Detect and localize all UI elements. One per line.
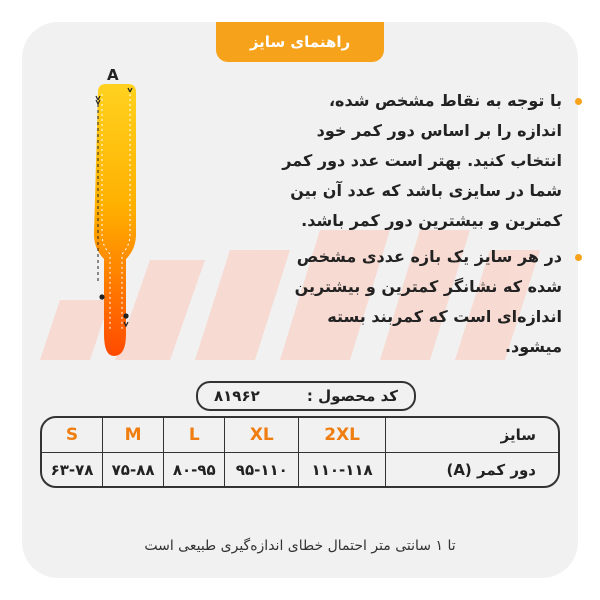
size-m: M (103, 418, 164, 453)
size-table (40, 416, 560, 488)
size-l: L (164, 418, 225, 453)
product-code-value: ۸۱۹۶۲ (214, 387, 260, 405)
range-2xl: ۱۱۰-۱۱۸ (299, 453, 386, 488)
product-code-box (196, 381, 416, 411)
instruction-text: با توجه به نقاط مشخص شده، اندازه را بر اساس دور کمر خود انتخاب کنید. بهتر است عدد دور کمر شما در سایزی باشد که عدد آن بین کمترین و بیشترین دور کمر باشد. (282, 91, 562, 230)
belt-illustration (86, 64, 146, 374)
instruction-text: در هر سایز یک بازه عددی مشخص شده که نشانگر کمترین و بیشترین اندازه‌ای است که کمربند بسته میشود. (294, 247, 562, 356)
size-2xl: 2XL (299, 418, 386, 453)
instruction-item (280, 86, 570, 236)
range-l: ۸۰-۹۵ (164, 453, 225, 488)
instructions-list (280, 86, 570, 362)
range-xl: ۹۵-۱۱۰ (225, 453, 299, 488)
size-s: S (42, 418, 103, 453)
table-row (42, 418, 558, 453)
range-m: ۷۵-۸۸ (103, 453, 164, 488)
page-title: راهنمای سایز (216, 22, 384, 62)
belt-label-a: A (107, 66, 119, 84)
table-row (42, 453, 558, 488)
instruction-item (280, 242, 570, 362)
bullet-dot-icon (575, 98, 582, 105)
row-header-waist: دور کمر (A) (386, 453, 559, 488)
measurement-footnote: تا ۱ سانتی متر احتمال خطای اندازه‌گیری طبیعی است (144, 538, 456, 554)
range-s: ۶۳-۷۸ (42, 453, 103, 488)
product-code-label: کد محصول : (306, 387, 398, 405)
size-xl: XL (225, 418, 299, 453)
bullet-dot-icon (575, 254, 582, 261)
row-header-size: سایز (386, 418, 559, 453)
